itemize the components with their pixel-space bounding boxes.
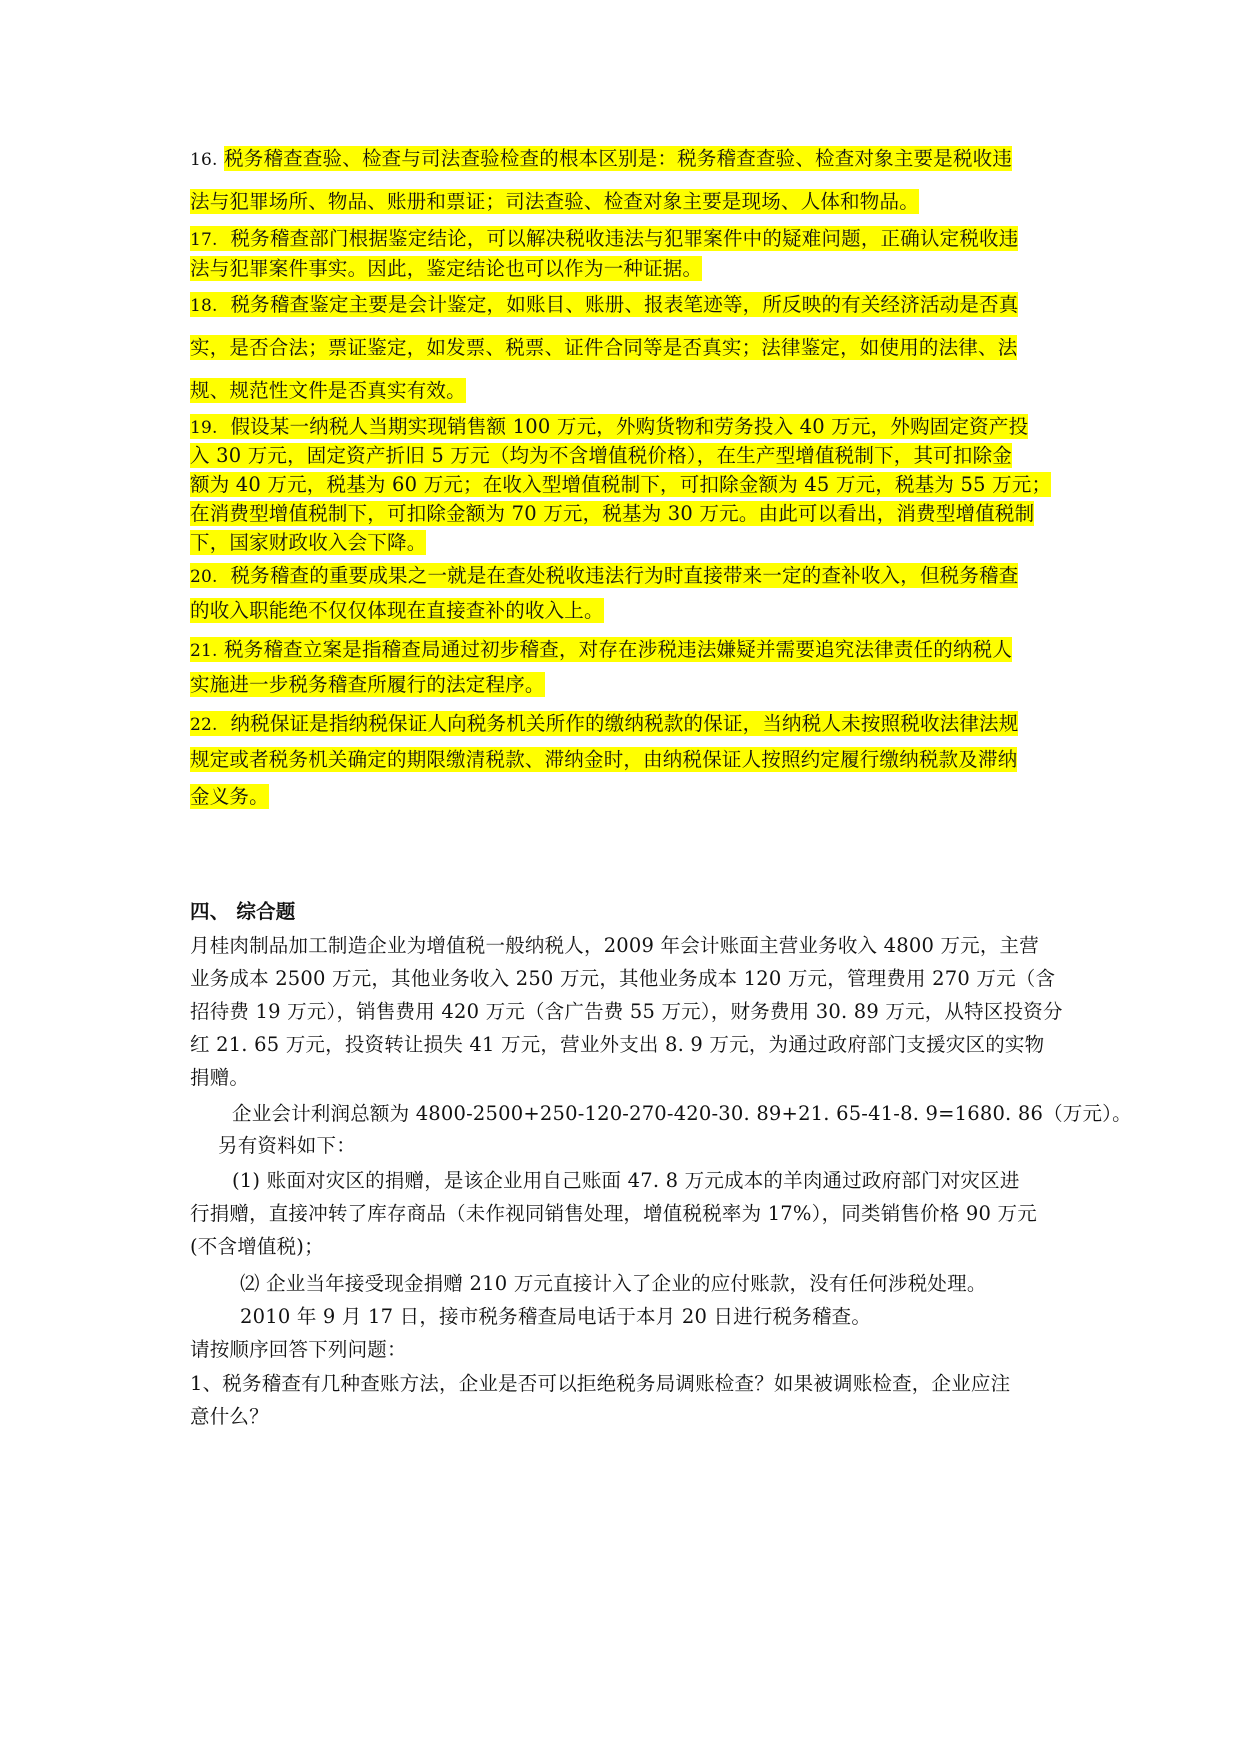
item-20-line-1	[190, 562, 1060, 591]
item-16-text-1: 税务稽查查验、检查与司法查验检查的根本区别是：税务稽查查验、检查对象主要是税收违	[224, 147, 1013, 170]
item-16-number: 16.	[190, 150, 218, 170]
item-16-line-2	[190, 188, 1060, 216]
case-line-2: 业务成本 2500 万元，其他业务收入 250 万元，其他业务成本 120 万元，管理费用 270 万元（含	[190, 967, 1056, 990]
item-22-number: 22.	[190, 715, 218, 735]
item-21-number: 21.	[190, 641, 218, 661]
answer-prompt: 请按顺序回答下列问题：	[190, 1338, 407, 1361]
item-19-line-5	[190, 529, 1060, 557]
item-17-line-2	[190, 255, 1060, 283]
item-18-line-2	[190, 334, 1060, 362]
item-2-line: ⑵ 企业当年接受现金捐赠 210 万元直接计入了企业的应付账款，没有任何涉税处理。	[240, 1272, 987, 1295]
item-19-text-1: 假设某一纳税人当期实现销售额 100 万元，外购货物和劳务投入 40 万元，外购固定资产投	[230, 415, 1029, 438]
item-19-text-3: 额为 40 万元，税基为 60 万元；在收入型增值税制下，可扣除金额为 45 万元，税基为 55 万元；	[190, 473, 1052, 496]
item-20-text-2: 的收入职能绝不仅仅体现在直接查补的收入上。	[190, 599, 604, 622]
item-22-line-3	[190, 783, 1060, 811]
case-line-5: 捐赠。	[190, 1066, 250, 1089]
item-20-text-1: 税务稽查的重要成果之一就是在查处税收违法行为时直接带来一定的查补收入，但税务稽查	[230, 564, 1019, 587]
item-17-number: 17.	[190, 230, 218, 250]
item-21-text-1: 税务稽查立案是指稽查局通过初步稽查，对存在涉税违法嫌疑并需要追究法律责任的纳税人	[224, 638, 1013, 661]
item-19-line-2	[190, 442, 1060, 470]
other-info-intro: 另有资料如下：	[218, 1134, 356, 1157]
item-18-number: 18.	[190, 296, 218, 316]
item-18-text-1: 税务稽查鉴定主要是会计鉴定，如账目、账册、报表笔迹等，所反映的有关经济活动是否真	[230, 293, 1019, 316]
item-22-line-1	[190, 710, 1060, 739]
item-22-text-2: 规定或者税务机关确定的期限缴清税款、滞纳金时，由纳税保证人按照约定履行缴纳税款及滞纳	[190, 748, 1018, 771]
item-19-text-4: 在消费型增值税制下，可扣除金额为 70 万元，税基为 30 万元。由此可以看出，消费型增值税制	[190, 502, 1035, 525]
question-1-line-2: 意什么？	[190, 1405, 269, 1428]
case-line-1: 月桂肉制品加工制造企业为增值税一般纳税人，2009 年会计账面主营业务收入 4800 万元，主营	[190, 934, 1039, 957]
item-18-line-1	[190, 291, 1060, 320]
item-19-line-4	[190, 500, 1060, 528]
case-line-3: 招待费 19 万元），销售费用 420 万元（含广告费 55 万元），财务费用 30. 89 万元，从特区投资分	[190, 1000, 1063, 1023]
case-line-4: 红 21. 65 万元，投资转让损失 41 万元，营业外支出 8. 9 万元，为通过政府部门支援灾区的实物	[190, 1033, 1045, 1056]
item-20-number: 20.	[190, 567, 218, 587]
item-18-line-3	[190, 377, 1060, 405]
item-1-line-1: (1) 账面对灾区的捐赠，是该企业用自己账面 47. 8 万元成本的羊肉通过政府部门对灾区进	[232, 1169, 1020, 1192]
item-20-line-2	[190, 597, 1060, 625]
item-22-text-3: 金义务。	[190, 785, 269, 808]
item-18-text-2: 实，是否合法；票证鉴定，如发票、税票、证件合同等是否真实；法律鉴定，如使用的法律、法	[190, 336, 1018, 359]
item-17-text-1: 税务稽查部门根据鉴定结论，可以解决税收违法与犯罪案件中的疑难问题，正确认定税收违	[230, 227, 1019, 250]
item-19-line-1	[190, 413, 1060, 442]
item-19-number: 19.	[190, 418, 218, 438]
item-1-line-2: 行捐赠，直接冲转了库存商品（未作视同销售处理，增值税税率为 17%），同类销售价格 90 万元	[190, 1202, 1037, 1225]
item-21-line-1	[190, 636, 1060, 665]
section-heading: 四、 综合题	[190, 900, 296, 923]
item-19-text-5: 下，国家财政收入会下降。	[190, 531, 427, 554]
item-19-text-2: 入 30 万元，固定资产折旧 5 万元（均为不含增值税价格），在生产型增值税制下，其可扣除金	[190, 444, 1012, 467]
item-21-text-2: 实施进一步税务稽查所履行的法定程序。	[190, 673, 545, 696]
item-16-text-2: 法与犯罪场所、物品、账册和票证；司法查验、检查对象主要是现场、人体和物品。	[190, 190, 919, 213]
item-18-text-3: 规、规范性文件是否真实有效。	[190, 379, 466, 402]
item-22-line-2	[190, 746, 1060, 774]
question-1-line-1: 1、税务稽查有几种查账方法，企业是否可以拒绝税务局调账检查？如果被调账检查，企业应注	[190, 1372, 1011, 1395]
item-1-line-3: (不含增值税)；	[190, 1235, 324, 1258]
profit-line: 企业会计利润总额为 4800-2500+250-120-270-420-30. 89+21. 65-41-8. 9=1680. 86（万元）。	[232, 1102, 1132, 1125]
item-17-text-2: 法与犯罪案件事实。因此，鉴定结论也可以作为一种证据。	[190, 257, 703, 280]
notice-line: 2010 年 9 月 17 日，接市税务稽查局电话于本月 20 日进行税务稽查。	[240, 1305, 872, 1328]
item-17-line-1	[190, 225, 1060, 254]
item-16-line-1	[190, 145, 1060, 174]
item-19-line-3	[190, 471, 1060, 499]
item-22-text-1: 纳税保证是指纳税保证人向税务机关所作的缴纳税款的保证，当纳税人未按照税收法律法规	[230, 712, 1019, 735]
item-21-line-2	[190, 671, 1060, 699]
